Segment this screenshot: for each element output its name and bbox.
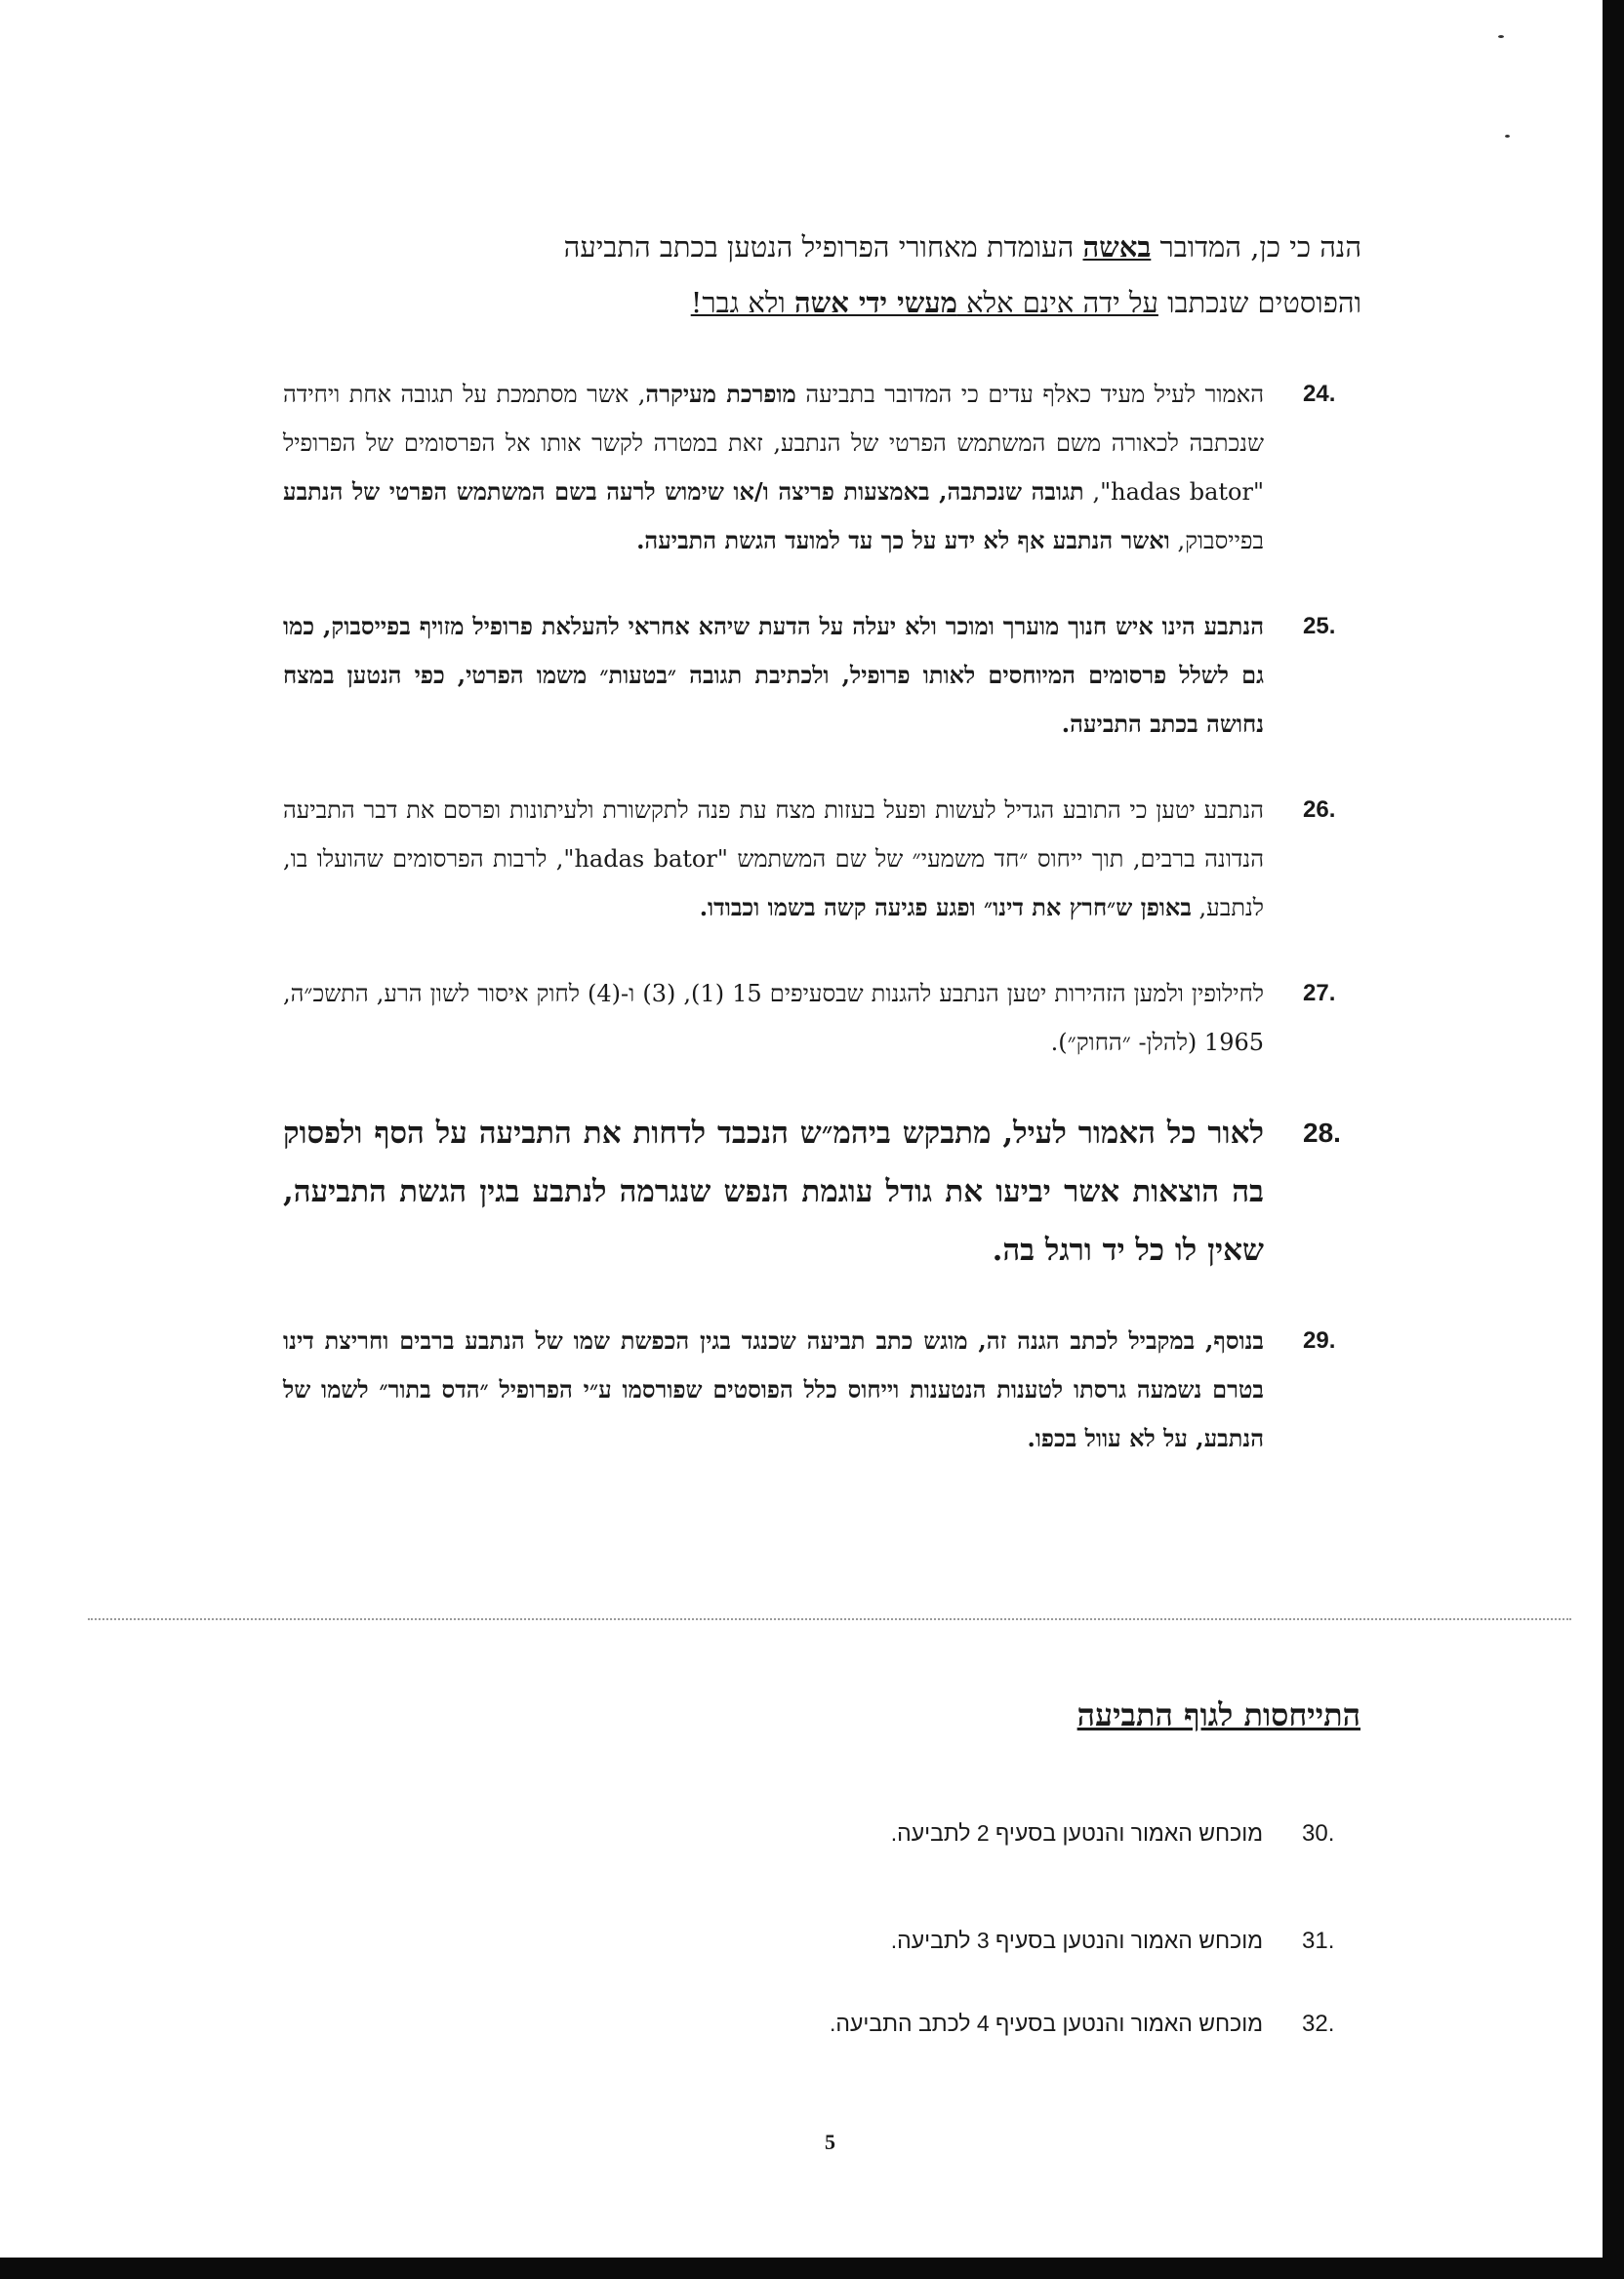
paragraph-text: מוכחש האמור והנטען בסעיף 2 לתביעה. bbox=[890, 1820, 1263, 1846]
scan-edge-right bbox=[1603, 0, 1624, 2279]
paragraph-number: .31 bbox=[1302, 1928, 1335, 1954]
section-heading: התייחסות לגוף התביעה bbox=[1076, 1696, 1360, 1733]
paragraph-text: הנתבע יטען כי התובע הגדיל לעשות ופעל בעזות מצח עת פנה לתקשורת ולעיתונות ופרסם את דבר התביעה הנדונה ברבים, תוך ייחוס ״חד משמעי״ של שם המשתמש "hadas bator", לרבות הפרסומים שהועלו בו, לנתבע, באופן ש״חרץ את דינו״ ופגע פגיעה קשה בשמו וכבודו. bbox=[283, 796, 1264, 921]
paragraph-28 bbox=[283, 1104, 1361, 1280]
paragraph-text: מוכחש האמור והנטען בסעיף 3 לתביעה. bbox=[890, 1928, 1263, 1953]
paragraph-text: בנוסף, במקביל לכתב הגנה זה, מוגש כתב תביעה שכנגד בגין הכפשת שמו של הנתבע ברבים וחריצת דינו בטרם נשמעה גרסתו לטענות הנטענות וייחוס כלל הפוסטים שפורסמו ע״י הפרופיל ״הדס בתור״ לשמו של הנתבע, על לא עוול בכפו. bbox=[283, 1326, 1264, 1452]
paragraph-text: לאור כל האמור לעיל, מתבקש ביהמ״ש הנכבד לדחות את התביעה על הסף ולפסוק בה הוצאות אשר יביעו את גודל עוגמת הנפש שנגרמה לנתבע בגין הגשת התביעה, שאין לו כל יד ורגל בה. bbox=[283, 1116, 1264, 1268]
paragraph-number: .26 bbox=[1303, 796, 1336, 823]
scan-artifact-line bbox=[88, 1618, 1571, 1620]
page-number: 5 bbox=[825, 2130, 835, 2154]
scan-speck bbox=[1498, 35, 1504, 38]
paragraph-text: האמור לעיל מעיד כאלף עדים כי המדובר בתביעה מופרכת מעיקרה, אשר מסתמכת על תגובה אחת ויחידה שנכתבה לכאורה משם המשתמש הפרטי של הנתבע, זאת במטרה לקשר אותו אל הפרסומים של הפרופיל "hadas bator", תגובה שנכתבה, באמצעות פריצה ו/או שימוש לרעה בשם המשתמש הפרטי של הנתבע בפייסבוק, ואשר הנתבע אף לא ידע על כך עד למועד הגשת התביעה. bbox=[283, 380, 1265, 554]
paragraph-text: הנתבע הינו איש חנוך מוערך ומוכר ולא יעלה על הדעת שיהא אחראי להעלאת פרופיל מזויף בפייסבוק, כמו גם לשלל פרסומים המיוחסים לאותו פרופיל, ולכתיבת תגובה ״בטעות״ משמו הפרטי, כפי הנטען במצח נחושה בכתב התביעה. bbox=[283, 612, 1264, 738]
paragraph-number: .27 bbox=[1303, 980, 1336, 1006]
paragraph-text: מוכחש האמור והנטען בסעיף 4 לכתב התביעה. bbox=[830, 2011, 1263, 2036]
scan-edge-bottom bbox=[0, 2258, 1624, 2279]
scan-speck bbox=[1505, 135, 1510, 138]
paragraph-number: .24 bbox=[1303, 381, 1336, 407]
paragraph-32 bbox=[282, 2011, 1360, 2037]
paragraph-text: לחילופין ולמען הזהירות יטען הנתבע להגנות שבסעיפים 15 (1), (3) ו-(4) לחוק איסור לשון הרע, התשכ״ה, 1965 (להלן- ״החוק״). bbox=[283, 980, 1264, 1056]
paragraph-number: .28 bbox=[1303, 1118, 1341, 1148]
paragraph-31 bbox=[282, 1928, 1360, 1954]
paragraph-24 bbox=[283, 370, 1361, 565]
paragraph-26 bbox=[283, 786, 1361, 932]
paragraph-number: .30 bbox=[1302, 1820, 1335, 1847]
paragraph-30 bbox=[282, 1820, 1360, 1847]
paragraph-27 bbox=[283, 969, 1361, 1067]
document-body bbox=[283, 220, 1361, 1463]
paragraph-number: .32 bbox=[1302, 2011, 1335, 2037]
intro-paragraph: הנה כי כן, המדובר באשה העומדת מאחורי הפרופיל הנטען בכתב התביעה והפוסטים שנכתבו על ידה אינם אלא מעשי ידי אשה ולא גבר! bbox=[563, 230, 1361, 319]
paragraph-29 bbox=[283, 1317, 1361, 1463]
paragraph-number: .29 bbox=[1303, 1327, 1336, 1354]
paragraph-number: .25 bbox=[1303, 613, 1336, 639]
paragraph-25 bbox=[283, 602, 1361, 749]
